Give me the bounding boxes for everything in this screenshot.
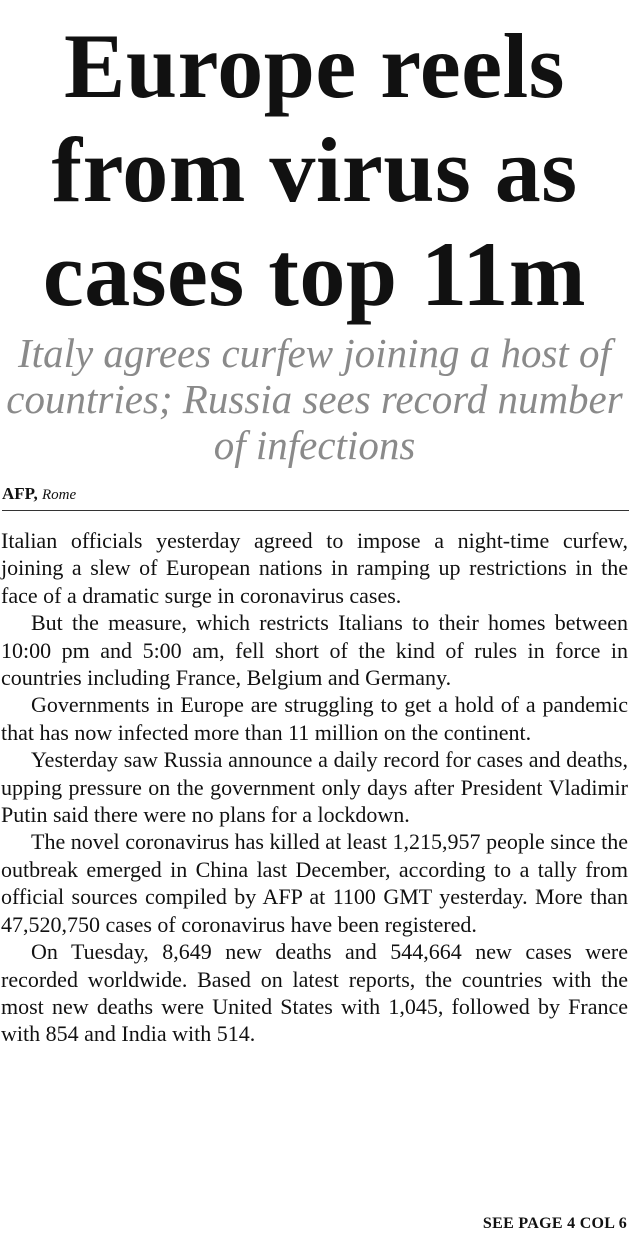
article <box>0 14 629 1232</box>
subheadline: Italy agrees curfew joining a host of countries; Russia sees record number of infections <box>6 330 623 468</box>
paragraph: Yesterday saw Russia announce a daily record for cases and deaths, upping pressure on the government only days after President Vladimir Putin said there were no plans for a lockdown. <box>1 747 628 828</box>
continuation-jump-line: SEE PAGE 4 COL 6 <box>482 1215 627 1232</box>
paragraph: Governments in Europe are struggling to get a hold of a pandemic that has now infected more than 11 million on the continent. <box>1 692 628 745</box>
paragraph: But the measure, which restricts Italians to their homes between 10:00 pm and 5:00 am, fell short of the kind of rules in force in countries including France, Belgium and Germany. <box>1 610 628 691</box>
paragraph: On Tuesday, 8,649 new deaths and 544,664 new cases were recorded worldwide. Based on latest reports, the countries with the most new deaths were United States with 1,045, followed by France with 854 and India with 514. <box>1 939 628 1047</box>
byline-agency: AFP, <box>2 484 38 503</box>
article-body <box>0 527 629 1048</box>
paragraph: Italian officials yesterday agreed to impose a night-time curfew, joining a slew of European nations in ramping up restrictions in the face of a dramatic surge in coronavirus cases. <box>1 528 628 608</box>
byline <box>2 484 629 511</box>
paragraph: The novel coronavirus has killed at least 1,215,957 people since the outbreak emerged in China last December, according to a tally from official sources compiled by AFP at 1100 GMT yesterday. More than 47,520,750 cases of coronavirus have been registered. <box>1 829 628 937</box>
byline-dateline: Rome <box>42 487 77 503</box>
headline: Europe reels from virus as cases top 11m <box>42 15 587 325</box>
